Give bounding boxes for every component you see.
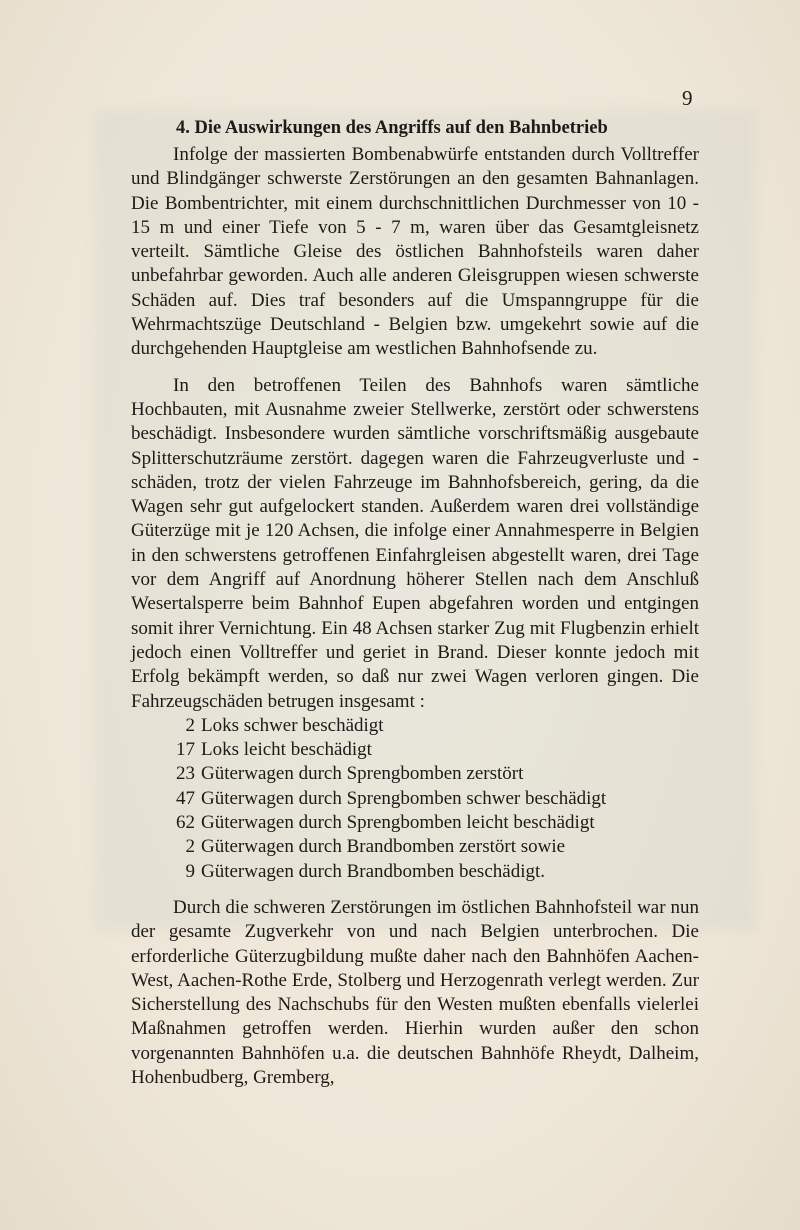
list-item <box>131 835 699 859</box>
list-item-text: Loks schwer beschädigt <box>201 714 384 736</box>
list-item-count: 9 <box>185 860 195 882</box>
paragraph-1: Infolge der massierten Bombenabwürfe entstanden durch Volltreffer und Blindgänger schwerste Zerstörungen an den gesamten Bahnanlagen. Die Bombentrichter, mit einem durchschnittlichen Durchmesser von 10 - 15 m und einer Tiefe von 5 - 7 m, waren über das Gesamtgleisnetz verteilt. Sämtliche Gleise des östlichen Bahnhofsteils waren daher unbefahrbar geworden. Auch alle anderen Gleisgruppen wiesen schwerste Schäden auf. Dies traf besonders auf die Umspanngruppe für die Wehrmachtszüge Deutschland - Belgien bzw. umgekehrt sowie auf die durchgehenden Hauptgleise am westlichen Bahnhofsende zu. <box>131 144 699 360</box>
list-item-text: Güterwagen durch Sprengbomben leicht beschädigt <box>201 812 595 834</box>
list-item <box>131 762 699 786</box>
list-item <box>131 738 699 762</box>
spacer <box>131 884 699 896</box>
list-item-text: Güterwagen durch Sprengbomben schwer beschädigt <box>201 787 607 809</box>
list-item-count: 23 <box>176 763 195 785</box>
list-item-text: Güterwagen durch Brandbomben beschädigt. <box>201 860 546 882</box>
list-item-count: 62 <box>176 812 195 834</box>
list-item <box>131 811 699 835</box>
list-item-text: Güterwagen durch Brandbomben zerstört sowie <box>201 836 566 858</box>
list-item <box>131 787 699 811</box>
list-item-count: 2 <box>185 836 195 858</box>
paragraph-3: Durch die schweren Zerstörungen im östlichen Bahnhofsteil war nun der gesamte Zugverkehr von und nach Belgien unterbrochen. Die erforderliche Güterzugbildung mußte daher nach den Bahnhöfen Aachen-West, Aachen-Rothe Erde, Stolberg und Herzogenrath verlegt werden. Zur Sicherstellung des Nachschubs für den Westen mußten ebenfalls vielerlei Maßnahmen getroffen werden. Hierhin wurden außer den schon vorgenannten Bahnhöfen u.a. die deutschen Bahnhöfe Rheydt, Dalheim, Hohenbudberg, Gremberg, <box>131 896 699 1088</box>
list-item-text: Güterwagen durch Sprengbomben zerstört <box>201 763 524 785</box>
list-item <box>131 860 699 884</box>
list-item <box>131 714 699 738</box>
list-item-count: 2 <box>185 714 195 736</box>
list-item-count: 17 <box>176 739 195 761</box>
damage-list <box>131 714 699 884</box>
page-number: 9 <box>682 86 693 110</box>
page-body <box>131 113 699 1090</box>
list-item-count: 47 <box>176 787 195 809</box>
paragraph-2: In den betroffenen Teilen des Bahnhofs waren sämtliche Hochbauten, mit Ausnahme zweier Stellwerke, zerstört oder schwerstens beschädigt. Insbesondere wurden sämtliche vorschriftsmäßig ausgebaute Splitterschutzräume zerstört. dagegen waren die Fahrzeugverluste und -schäden, trotz der vielen Fahrzeuge im Bahnhofsbereich, gering, da die Wagen sehr gut aufgelockert standen. Außerdem waren drei vollständige Güterzüge mit je 120 Achsen, die infolge einer Annahmesperre in Belgien in den schwerstens getroffenen Einfahrgleisen abgestellt waren, drei Tage vor dem Angriff auf Anordnung höherer Stellen nach dem Anschluß Wesertalsperre beim Bahnhof Eupen abgefahren worden und entgingen somit ihrer Vernichtung. Ein 48 Achsen starker Zug mit Flugbenzin erhielt jedoch einen Volltreffer und geriet in Brand. Dieser konnte jedoch mit Erfolg bekämpft werden, so daß nur zwei Wagen verloren gingen. Die Fahrzeugschäden betrugen insgesamt : <box>131 374 699 712</box>
list-item-text: Loks leicht beschädigt <box>201 739 372 761</box>
section-heading: 4. Die Auswirkungen des Angriffs auf den Bahnbetrieb <box>176 118 608 138</box>
